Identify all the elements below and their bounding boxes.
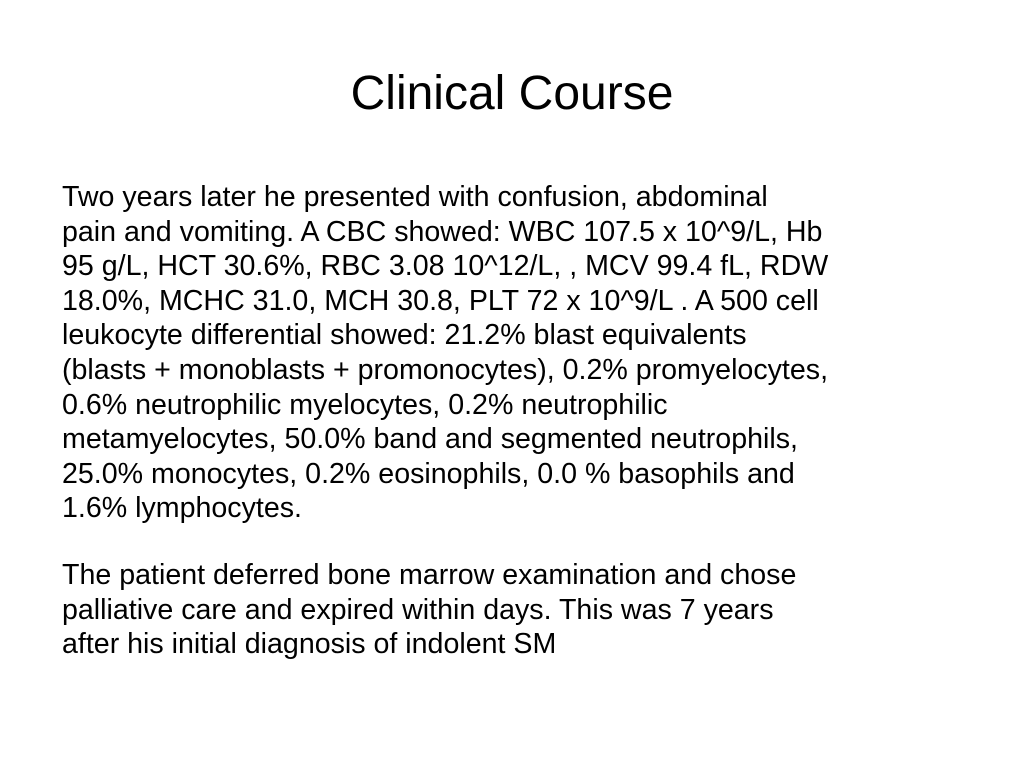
slide-title: Clinical Course (350, 67, 674, 120)
slide-body (62, 180, 978, 662)
body-paragraph-outcome: The patient deferred bone marrow examination and chose palliative care and expired within days. This was 7 years after his initial diagnosis of indolent SM (62, 558, 797, 661)
body-paragraph-clinical-findings: Two years later he presented with confusion, abdominal pain and vomiting. A CBC showed: WBC 107.5 x 10^9/L, Hb 95 g/L, HCT 30.6%, RBC 3.08 10^12/L, , MCV 99.4 fL, RDW 18.0%, MCHC 31.0, MCH 30.8, PLT 72 x 10^9/L . A 500 cell leukocyte differential showed: 21.2% blast equivalents (blasts + monoblasts + promonocytes), 0.2% promyelocytes, 0.6% neutrophilic myelocytes, 0.2% neutrophilic metamyelocytes, 50.0% band and segmented neutrophils, 25.0% monocytes, 0.2% eosinophils, 0.0 % basophils and 1.6% lymphocytes. (62, 181, 829, 525)
